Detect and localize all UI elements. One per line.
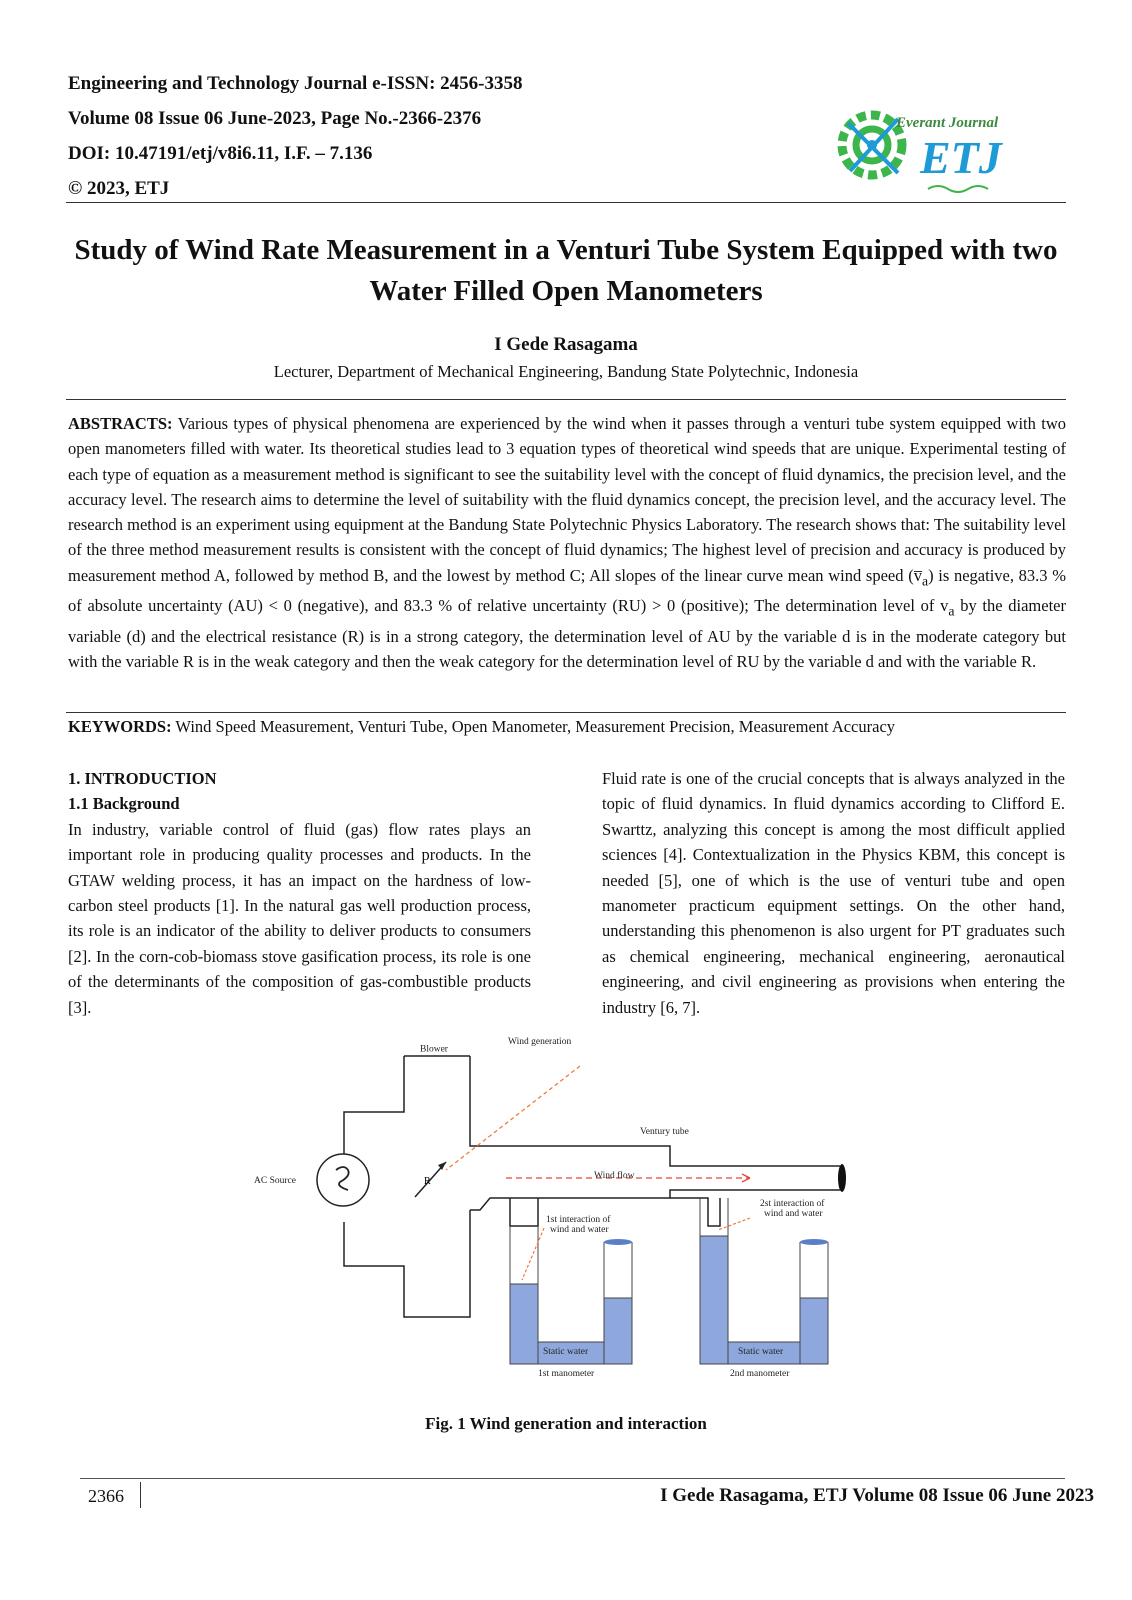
manometer-1-label: 1st manometer: [538, 1369, 595, 1379]
interaction-2-arrow: [718, 1218, 750, 1230]
footer-rule: [80, 1478, 1065, 1479]
resistor-label: R: [424, 1176, 431, 1187]
interaction-1-arrow: [522, 1228, 544, 1280]
abstract: [68, 411, 1066, 675]
footer-citation: I Gede Rasagama, ETJ Volume 08 Issue 06 June 2023: [660, 1485, 1094, 1506]
author-name: I Gede Rasagama: [494, 334, 638, 355]
header-rule: [66, 202, 1066, 203]
paper-title: Study of Wind Rate Measurement in a Venturi Tube System Equipped with two Water Filled Open Manometers: [74, 234, 1058, 307]
subsection-heading: 1.1 Background: [68, 794, 180, 814]
v-subscript: a: [948, 603, 955, 619]
vbar-subscript: a: [921, 573, 929, 589]
author-affiliation: Lecturer, Department of Mechanical Engineering, Bandung State Polytechnic, Indonesia: [273, 362, 859, 381]
interaction-2-line2: wind and water: [764, 1209, 823, 1219]
column-left: [68, 766, 531, 1020]
intro-paragraph-2: Fluid rate is one of the crucial concepts that is always analyzed in the topic of fluid dynamics. In fluid dynamics according to Clifford E. Swarttz, analyzing this concept is among the most difficult applied sciences [4]. Contextualization in the Physics KBM, this concept is needed [5], one of which is the use of venturi tube and open manometer practicum equipment settings. On the other hand, understanding this phenomenon is also urgent for PT graduates such as chemical engineering, mechanical engineering, aeronautical engineering, and civil engineering as provisions when entering the industry [6, 7].: [602, 769, 1065, 1017]
tube-outlet: [838, 1164, 846, 1192]
manometer-2: [700, 1198, 828, 1364]
journal-volume: Volume 08 Issue 06 June-2023, Page No.-2366-2376: [68, 108, 482, 129]
abstract-text-b: ) is negative, 83.3 % of absolute uncertainty (AU) < 0 (negative), and 83.3 % of relative uncertainty (RU) > 0 (positive); The determination level of v: [68, 565, 1066, 616]
ventury-tube-label: Ventury tube: [640, 1127, 689, 1137]
manometer-2-label: 2nd manometer: [730, 1369, 790, 1379]
static-water-1: Static water: [543, 1347, 589, 1357]
journal-header: [68, 66, 523, 206]
keywords-label: KEYWORDS:: [68, 717, 172, 736]
logo-etj-text: ETJ: [920, 132, 1002, 183]
figure-diagram: [250, 1037, 870, 1404]
section-heading: 1. INTRODUCTION: [68, 769, 217, 788]
blower-label: Blower: [420, 1044, 448, 1055]
etj-logo: [828, 93, 1028, 201]
journal-doi: DOI: 10.47191/etj/v8i6.11, I.F. – 7.136: [68, 143, 373, 164]
ac-source: [317, 1154, 369, 1206]
column-right: [602, 766, 1065, 1020]
blower-outline: [344, 1056, 404, 1160]
wind-generation-arrow: [446, 1066, 580, 1170]
interaction-1-line2: wind and water: [550, 1225, 609, 1235]
journal-copyright: © 2023, ETJ: [68, 178, 170, 199]
keywords: [68, 717, 1066, 737]
journal-issn: Engineering and Technology Journal e-ISSN: 2456-3358: [68, 73, 523, 94]
manometer-1: [510, 1226, 632, 1364]
ac-source-label: AC Source: [254, 1176, 296, 1186]
interaction-2-line1: 2st interaction of: [760, 1199, 825, 1209]
page-number: 2366: [88, 1486, 124, 1506]
abstract-label: ABSTRACTS:: [68, 414, 173, 433]
wind-flow-label: Wind flow: [594, 1171, 635, 1181]
gear-icon: [842, 115, 902, 175]
abstract-text-c: by the diameter variable (d) and the electrical resistance (R) is in a strong category, the determination level of AU by the variable d is in the moderate category but with the variable R is in the weak category and then the weak category for the determination level of RU by the variable d and with the variable R.: [68, 596, 1066, 672]
logo-journal-text: Everant Journal: [896, 115, 999, 131]
static-water-2: Static water: [738, 1347, 784, 1357]
keywords-text: Wind Speed Measurement, Venturi Tube, Open Manometer, Measurement Precision, Measurement Accuracy: [175, 717, 896, 736]
intro-paragraph-1: In industry, variable control of fluid (gas) flow rates plays an important role in producing quality processes and products. In the GTAW welding process, it has an impact on the hardness of low-carbon steel products [1]. In the natural gas well production process, its role is an indicator of the ability to deliver products to consumers [2]. In the corn-cob-biomass stove gasification process, its role is one of the determinants of the composition of gas-combustible products [3].: [68, 819, 531, 1017]
abstract-top-rule: [66, 399, 1066, 400]
figure-caption: Fig. 1 Wind generation and interaction: [425, 1414, 707, 1433]
vbar-symbol: v̅: [913, 565, 922, 585]
abstract-text-a: Various types of physical phenomena are experienced by the wind when it passes through a venturi tube system equipped with two open manometers filled with water. Its theoretical studies lead to 3 equation types of theoretical wind speeds that are unique. Experimental testing of each type of equation as a measurement method is significant to see the suitability level with the concept of fluid dynamics, the precision level, and the accuracy level. The research aims to determine the level of suitability with the fluid dynamics concept, the precision level, and the accuracy level. The research method is an experiment using equipment at the Bandung State Polytechnic Physics Laboratory. The research shows that: The suitability level of the three method measurement results is consistent with the concept of fluid dynamics; The highest level of precision and accuracy is produced by measurement method A, followed by method B, and the lowest by method C; All slopes of the linear curve mean wind speed (: [68, 414, 1066, 585]
keywords-rule: [66, 712, 1066, 713]
wind-generation-label: Wind generation: [508, 1037, 572, 1047]
page-number-separator: [140, 1482, 141, 1508]
interaction-1-line1: 1st interaction of: [546, 1215, 611, 1225]
